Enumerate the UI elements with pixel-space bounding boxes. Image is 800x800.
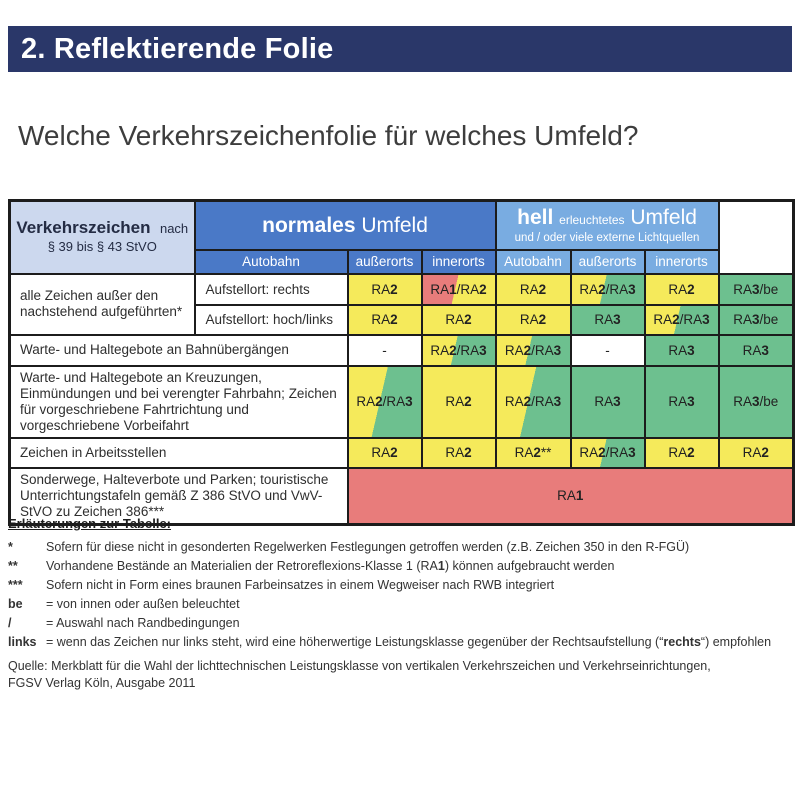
footnote-marker: be <box>8 597 23 611</box>
ra-cell: RA2/RA3 <box>645 305 719 335</box>
footnote-segment: ) können aufgebraucht werden <box>444 559 615 573</box>
group-title-middle: erleuchtetes <box>559 212 625 227</box>
footnote-list <box>8 538 792 652</box>
footnote-segment: rechts <box>663 635 701 649</box>
aufstellort-label: Aufstellort: hoch/links <box>195 305 348 335</box>
group-title-emphasis: hell <box>517 205 554 229</box>
row-label: Sonderwege, Halteverbote und Parken; touristische Unterrichtungstafeln gemäß Z 386 StVO und VwV-StVO zu Zeichen 386*** <box>10 468 348 525</box>
group-title-emphasis: normales <box>262 213 356 237</box>
ra-cell: RA3/be <box>719 366 794 438</box>
ra-cell: RA3 <box>719 335 794 366</box>
footnote-segment: = Auswahl nach Randbedingungen <box>46 616 240 630</box>
notes-heading: Erläuterungen zur Tabelle: <box>8 516 172 531</box>
ra-cell: RA2 <box>719 438 794 468</box>
ra-cell: RA3 <box>645 335 719 366</box>
table-body <box>10 274 794 525</box>
table-row <box>10 366 794 438</box>
table-row <box>10 335 794 366</box>
slide-title: 2. Reflektierende Folie <box>21 32 334 65</box>
corner-title: Verkehrszeichen <box>16 218 151 238</box>
footnote <box>8 614 792 633</box>
footnote-segment: “) empfohlen <box>700 635 772 649</box>
group-header-normales-umfeld <box>195 201 496 250</box>
footnote <box>8 557 792 576</box>
ra-cell: RA3/be <box>719 274 794 305</box>
corner-law-ref: nach § 39 bis § 43 StVO <box>47 221 189 255</box>
ra-cell: - <box>571 335 645 366</box>
footnote <box>8 633 792 652</box>
footnote-marker: * <box>8 540 13 554</box>
footnote <box>8 595 792 614</box>
footnote-segment: = von innen oder außen beleuchtet <box>46 597 240 611</box>
column-header-ausserorts-hell: außerorts <box>571 250 645 274</box>
group-title-rest: Umfeld <box>630 205 697 229</box>
ra-cell: RA2/RA3 <box>496 366 571 438</box>
footnote-marker: *** <box>8 578 23 592</box>
ra-cell: RA3 <box>571 305 645 335</box>
ra-cell: RA2 <box>422 305 496 335</box>
footnote-text <box>46 538 689 557</box>
ra-cell: RA2 <box>348 305 422 335</box>
table-notes <box>8 516 792 652</box>
ra-cell: RA2 <box>496 305 571 335</box>
ra-cell: RA2 <box>496 274 571 305</box>
footnote <box>8 576 792 595</box>
ra-cell: RA2 <box>422 366 496 438</box>
group-subtitle: und / oder viele externe Lichtquellen <box>514 231 700 244</box>
column-header-innerorts-normal: innerorts <box>422 250 496 274</box>
footnote-marker: links <box>8 635 37 649</box>
ra-cell: RA3 <box>645 366 719 438</box>
ra-cell: RA3 <box>571 366 645 438</box>
footnote-segment: 1 <box>437 559 445 573</box>
column-header-ausserorts-normal: außerorts <box>348 250 422 274</box>
row-label: Warte- und Haltegebote an Bahnübergängen <box>10 335 348 366</box>
row-label: Warte- und Haltegebote an Kreuzungen, Einmündungen und bei verengter Fahrbahn; Zeichen für vorgeschriebene Fahrtrichtung und vorgeschriebene Vorbeifahrt <box>10 366 348 438</box>
ra-cell: RA2 <box>645 438 719 468</box>
ra-cell: RA2** <box>496 438 571 468</box>
column-header-autobahn-normal: Autobahn <box>195 250 348 274</box>
table-row <box>10 438 794 468</box>
footnote-text <box>46 633 771 652</box>
footnote-segment: Sofern für diese nicht in gesonderten Regelwerken Festlegungen getroffen werden (z.B. Zeichen 350 in den R-FGÜ) <box>46 540 690 554</box>
group-title-rest: Umfeld <box>361 213 428 237</box>
source-line-2: FGSV Verlag Köln, Ausgabe 2011 <box>8 676 196 690</box>
row-label: Zeichen in Arbeitsstellen <box>10 438 348 468</box>
footnote-text <box>46 614 240 633</box>
footnote-segment: Sofern nicht in Form eines braunen Farbeinsatzes in einem Wegweiser nach RWB integriert <box>46 578 555 592</box>
ra-cell: RA2/RA3 <box>571 274 645 305</box>
footnote-marker: ** <box>8 559 18 573</box>
ra-cell: RA3/be <box>719 305 794 335</box>
ra-cell: RA2 <box>348 438 422 468</box>
footnote-text <box>46 595 240 614</box>
source-line-1: Quelle: Merkblatt für die Wahl der lichttechnischen Leistungsklasse von vertikalen Verkehrszeichen und Verkehrseinrichtungen, <box>8 659 711 673</box>
table-row <box>10 274 794 305</box>
footnote-text <box>46 557 614 576</box>
group-title <box>196 214 495 237</box>
ra-cell: RA1/RA2 <box>422 274 496 305</box>
column-header-autobahn-hell: Autobahn <box>496 250 571 274</box>
ra-cell: RA2/RA3 <box>571 438 645 468</box>
group-header-row <box>10 201 794 250</box>
footnote <box>8 538 792 557</box>
ra-cell: RA2 <box>348 274 422 305</box>
footnote-marker: / <box>8 616 12 630</box>
row-label: alle Zeichen außer den nachstehend aufgeführten* <box>10 274 195 335</box>
ra-cell: RA2/RA3 <box>348 366 422 438</box>
question-heading: Welche Verkehrszeichenfolie für welches Umfeld? <box>18 120 639 151</box>
ra-cell: RA2/RA3 <box>496 335 571 366</box>
footnote-segment: Vorhandene Bestände an Materialien der Retroreflexions-Klasse 1 (RA <box>46 559 438 573</box>
footnote-text <box>46 576 554 595</box>
source-reference <box>8 658 792 692</box>
group-header-hell-umfeld <box>496 201 719 250</box>
ra-cell: RA1 <box>348 468 794 525</box>
corner-header <box>10 201 195 274</box>
ra-cell: RA2/RA3 <box>422 335 496 366</box>
slide-title-bar <box>8 26 792 72</box>
aufstellort-label: Aufstellort: rechts <box>195 274 348 305</box>
group-title <box>497 206 718 232</box>
footnote-segment: = wenn das Zeichen nur links steht, wird eine höherwertige Leistungsklasse gegenüber der Rechtsaufstellung (“ <box>46 635 664 649</box>
column-header-innerorts-hell: innerorts <box>645 250 719 274</box>
foil-selection-table <box>8 199 795 526</box>
ra-cell: RA2 <box>422 438 496 468</box>
ra-cell: - <box>348 335 422 366</box>
ra-cell: RA2 <box>645 274 719 305</box>
